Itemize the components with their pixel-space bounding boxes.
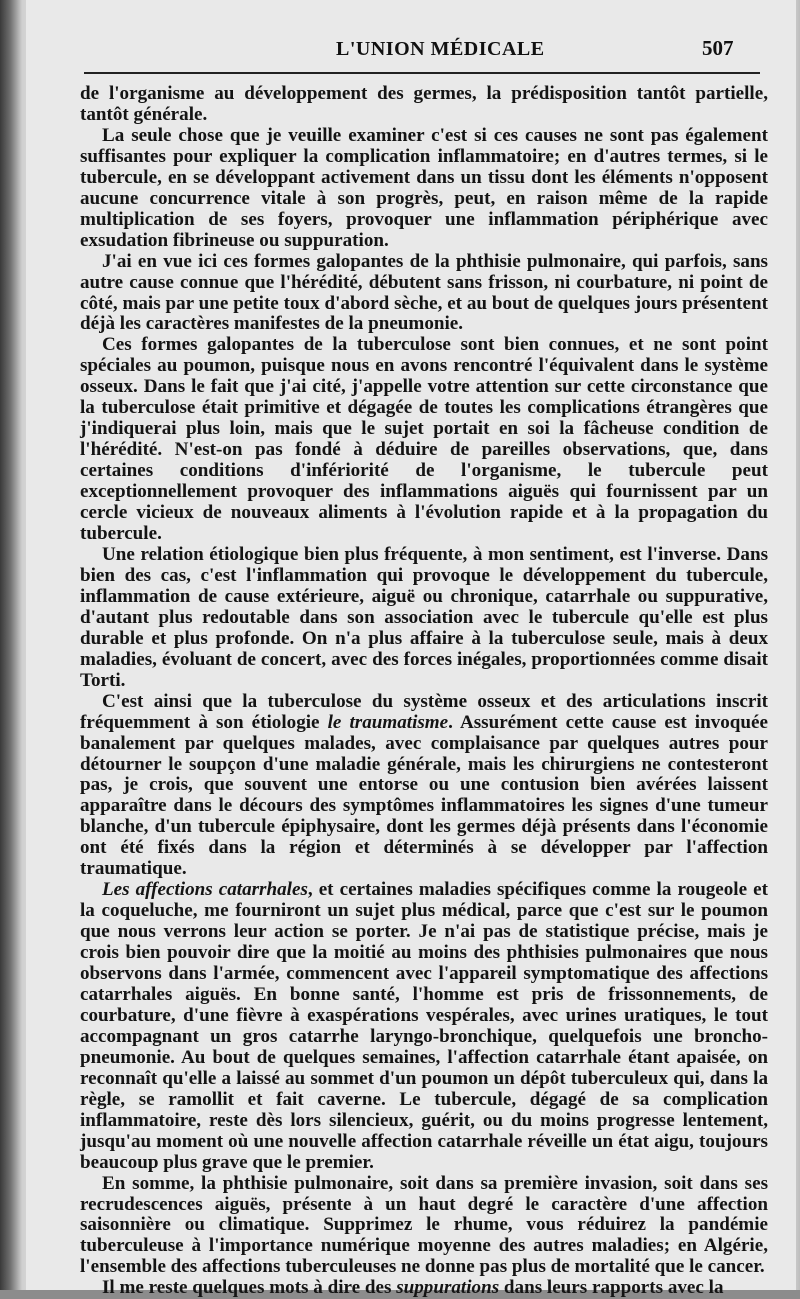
header-rule (84, 72, 760, 74)
text-run: Ces formes galopantes de la tuberculose sont bien connues, et ne sont point spéciales au poumon, puisque nous en avons rencontré l'équivalent dans le système osseux. Dans le fait que j'ai cité, j'appelle votre attention sur cette circonstance que la tuberculose était primitive et dégagée de toutes les complications étrangères que j'indiquerai plus loin, mais que le sujet portait en soi la fâcheuse condition de l'hérédité. N'est-on pas fondé à déduire de pareilles observations, que, dans certaines conditions d'infériorité de l'organisme, le tubercule peut exceptionnellement provoquer des inflammations aiguës qui fournissent par un cercle vicieux de nouveaux aliments à l'évolution rapide et à la propagation du tubercule. (80, 334, 768, 545)
paragraph (80, 84, 768, 126)
text-run: C'est ainsi que la tuberculose du système osseux et des articulations inscrit fréquemment à son étiologie (80, 690, 768, 733)
journal-title: L'UNION MÉDICALE (336, 38, 545, 60)
text-run: J'ai en vue ici ces formes galopantes de la phthisie pulmonaire, qui parfois, sans autre cause connue que l'hérédité, débutent sans frisson, ni courbature, ni point de côté, mais par une petite toux d'abord sèche, et au bout de quelques jours présentent déjà les caractères manifestes de la pneumonie. (80, 250, 768, 335)
paragraph (80, 252, 768, 336)
italic-phrase: Les affections catarrhales (102, 879, 308, 901)
italic-phrase: le traumatisme (327, 711, 449, 733)
text-run: de l'organisme au développement des germes, la prédisposition tantôt partielle, tantôt générale. (80, 83, 768, 125)
book-page (26, 0, 796, 1299)
paragraph (80, 692, 768, 881)
paragraph (80, 880, 768, 1173)
text-run: Il me reste quelques mots à dire des (102, 1277, 397, 1299)
italic-phrase: suppurations (396, 1277, 500, 1299)
text-run: dans leurs rapports avec la (499, 1277, 724, 1299)
text-run: En somme, la phthisie pulmonaire, soit dans sa première invasion, soit dans ses recrudescences aiguës, présente à un haut degré le caractère d'une affection saisonnière ou climatique. Supprimez le rhume, vous réduirez la pandémie tuberculeuse à l'importance numérique moyenne des autres maladies; en Algérie, l'ensemble des affections tuberculeuses ne donne pas plus de mortalité que le cancer. (80, 1172, 768, 1278)
paragraph (80, 1278, 768, 1299)
text-run: Une relation étiologique bien plus fréquente, à mon sentiment, est l'inverse. Dans bien des cas, c'est l'inflammation qui provoque le développement du tubercule, inflammation de cause extérieure, aiguë ou chronique, catarrhale ou suppurative, d'autant plus redoutable dans son association avec le tubercule qu'elle est plus durable et plus profonde. On n'a plus affaire à la tuberculose seule, mais à deux maladies, évoluant de concert, avec des forces inégales, proportionnées comme disait Torti. (80, 543, 768, 691)
body-text (80, 84, 768, 1299)
paragraph (80, 126, 768, 252)
paragraph (80, 335, 768, 545)
text-run: La seule chose que je veuille examiner c'est si ces causes ne sont pas également suffisantes pour expliquer la complication inflammatoire; en d'autres termes, si le tubercule, en se développant activement dans un tissu dont les éléments n'opposent aucune concurrence vitale à son progrès, peut, en raison même de la rapide multiplication de ses foyers, provoquer une inflammation périphérique avec exsudation fibrineuse ou suppuration. (80, 124, 768, 251)
text-run: , et certaines maladies spécifiques comme la rougeole et la coqueluche, me fourniront un sujet plus médical, parce que c'est sur le poumon que nous verrons leur action se porter. Je n'ai pas de statistique précise, mais je crois bien pouvoir dire que la moitié au moins des phthisies pulmonaires que nous observons dans l'armée, commencent avec l'appareil symptomatique des affections catarrhales aiguës. En bonne santé, l'homme est pris de frissonnements, de courbature, d'une fièvre à exaspérations vespérales, avec urines uratiques, le tout accompagnant un gros catarrhe laryngo-bronchique, quelquefois une broncho-pneumonie. Au bout de quelques semaines, l'affection catarrhale étant apaisée, on reconnaît qu'elle a laissé au sommet d'un poumon un dépôt tuberculeux qui, dans la règle, se ramollit et fait caverne. Le tubercule, dégagé de sa complication inflammatoire, reste dès lors silencieux, guérit, ou du moins progresse lentement, jusqu'au moment où une nouvelle affection catarrhale réveille un état aigu, toujours beaucoup plus grave que le premier. (80, 879, 768, 1173)
paragraph (80, 1174, 768, 1279)
running-head (26, 36, 766, 66)
text-run: . Assurément cette cause est invoquée banalement par quelques malades, avec complaisance par quelques autres pour détourner le soupçon d'une maladie générale, mais les chirurgiens ne contesteront pas, je crois, que souvent une entorse ou une contusion bien avérées laissent apparaître dans le décours des symptômes inflammatoires les signes d'une tumeur blanche, d'un tubercule épiphysaire, dont les germes déjà présents dans l'économie ont été fixés dans la région et déterminés à se développer par l'affection traumatique. (80, 711, 768, 880)
page-number: 507 (702, 36, 734, 60)
paragraph (80, 545, 768, 692)
